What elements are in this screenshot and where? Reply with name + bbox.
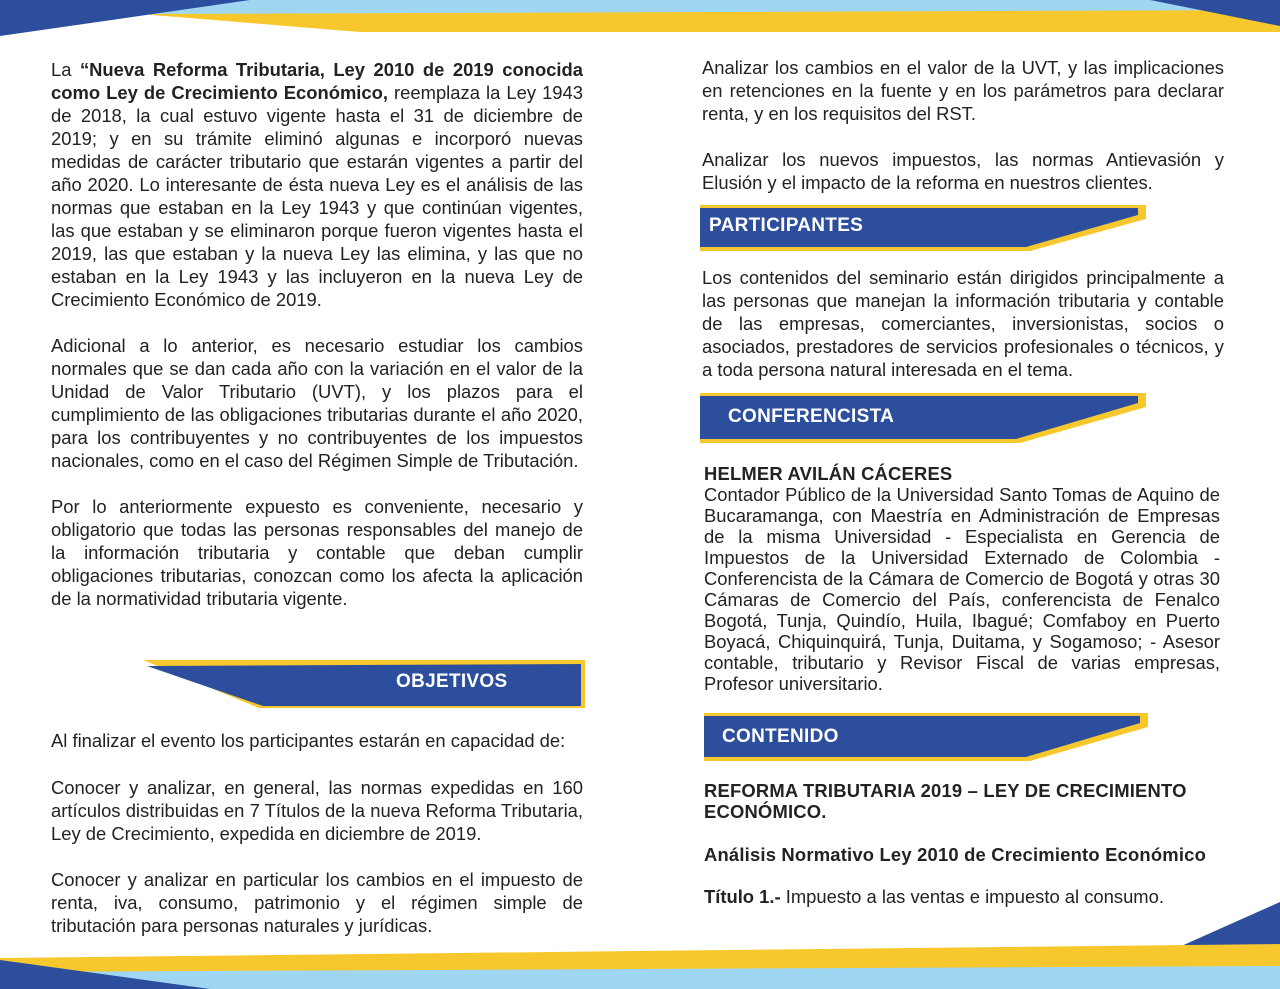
intro-paragraph xyxy=(51,58,583,311)
conferencista-banner xyxy=(700,393,1146,445)
conferencista-title: CONFERENCISTA xyxy=(728,406,895,427)
objetivo-4: Analizar los nuevos impuestos, las normas Antievasión y Elusión y el impacto de la reforma en nuestros clientes. xyxy=(702,149,1224,193)
left-column xyxy=(51,58,583,610)
titulo-1-text: Impuesto a las ventas e impuesto al consumo. xyxy=(780,886,1164,907)
participantes-text: Los contenidos del seminario están dirigidos principalmente a las personas que manejan la información tributaria y contable de las empresas, comerciantes, inversionistas, socios o asociados, prestadores de servicios profesionales o técnicos, y a toda persona natural interesada en el tema. xyxy=(702,267,1224,380)
objetivos-list-right xyxy=(702,56,1224,194)
titulo-1-label: Título 1.- xyxy=(704,886,781,907)
titulo-1-line xyxy=(704,885,1220,908)
participantes-section xyxy=(702,266,1224,381)
speaker-bio: Contador Público de la Universidad Santo Tomas de Aquino de Bucaramanga, con Maestría en Administración de Empresas de la misma Universidad - Especialista en Gerencia de Impuestos de la Universidad Externado de Colombia - Conferencista de la Cámara de Comercio de Bogotá y otras 30 Cámaras de Comercio del País, conferencista de Fenalco Bogotá, Tunja, Quindío, Huila, Ibagué; Comfaboy en Puerto Boyacá, Chiquinquirá, Tunja, Duitama, y Sogamoso; - Asesor contable, tributario y Revisor Fiscal de varias empresas, Profesor universitario. xyxy=(704,484,1220,694)
contenido-section xyxy=(704,780,1220,908)
contenido-subheading: Análisis Normativo Ley 2010 de Crecimiento Económico xyxy=(704,844,1206,865)
intro-prefix: La xyxy=(51,59,80,80)
participantes-banner xyxy=(700,205,1146,253)
speaker-name: HELMER AVILÁN CÁCERES xyxy=(704,463,953,484)
conferencista-section xyxy=(704,463,1220,694)
contenido-title: CONTENIDO xyxy=(722,726,839,747)
objetivos-banner xyxy=(143,660,585,710)
conclusion-paragraph: Por lo anteriormente expuesto es conveniente, necesario y obligatorio que todas las personas responsables del manejo de la información tributaria y contable que deban cumplir obligaciones tributarias, conozcan como los afecta la aplicación de la normatividad tributaria vigente. xyxy=(51,496,583,609)
contenido-banner xyxy=(704,713,1148,763)
objetivos-intro xyxy=(51,729,583,752)
intro-bold-title: “Nueva Reforma Tributaria, Ley 2010 de 2019 conocida como Ley de Crecimiento Económico, xyxy=(51,59,583,103)
objetivos-intro-text: Al finalizar el evento los participantes estarán en capacidad de: xyxy=(51,730,566,751)
objetivos-title: OBJETIVOS xyxy=(396,671,508,692)
objetivo-3: Analizar los cambios en el valor de la UVT, y las implicaciones en retenciones en la fuente y en los parámetros para declarar renta, y en los requisitos del RST. xyxy=(702,57,1224,124)
objetivo-1: Conocer y analizar, en general, las normas expedidas en 160 artículos distribuidas en 7 Títulos de la nueva Reforma Tributaria, Ley de Crecimiento, expedida en diciembre de 2019. xyxy=(51,777,583,844)
intro-text: reemplaza la Ley 1943 de 2018, la cual estuvo vigente hasta el 31 de diciembre de 2019; y en su trámite eliminó algunas e incorporó nuevas medidas de carácter tributario que estarán vigentes a partir del año 2020. Lo interesante de ésta nueva Ley es el análisis de las normas que estaban en la Ley 1943 y que continúan vigentes, las que estaban y se eliminaron porque fueron vigentes hasta el 2019, las que estaban y la nueva Ley las elimina, y las que no estaban en la Ley 1943 y las incluyeron en la nueva Ley de Crecimiento Económico de 2019. xyxy=(51,82,583,310)
objetivos-list-left xyxy=(51,776,583,937)
objetivo-2: Conocer y analizar en particular los cambios en el impuesto de renta, iva, consumo, patrimonio y el régimen simple de tributación para personas naturales y jurídicas. xyxy=(51,869,583,936)
uvt-paragraph: Adicional a lo anterior, es necesario estudiar los cambios normales que se dan cada año con la variación en el valor de la Unidad de Valor Tributario (UVT), y los plazos para el cumplimiento de las obligaciones tributarias durante el año 2020, para los contribuyentes y no contribuyentes de los impuestos nacionales, como en el caso del Régimen Simple de Tributación. xyxy=(51,335,583,471)
participantes-title: PARTICIPANTES xyxy=(709,215,864,236)
contenido-heading: REFORMA TRIBUTARIA 2019 – LEY DE CRECIMIENTO ECONÓMICO. xyxy=(704,780,1187,822)
